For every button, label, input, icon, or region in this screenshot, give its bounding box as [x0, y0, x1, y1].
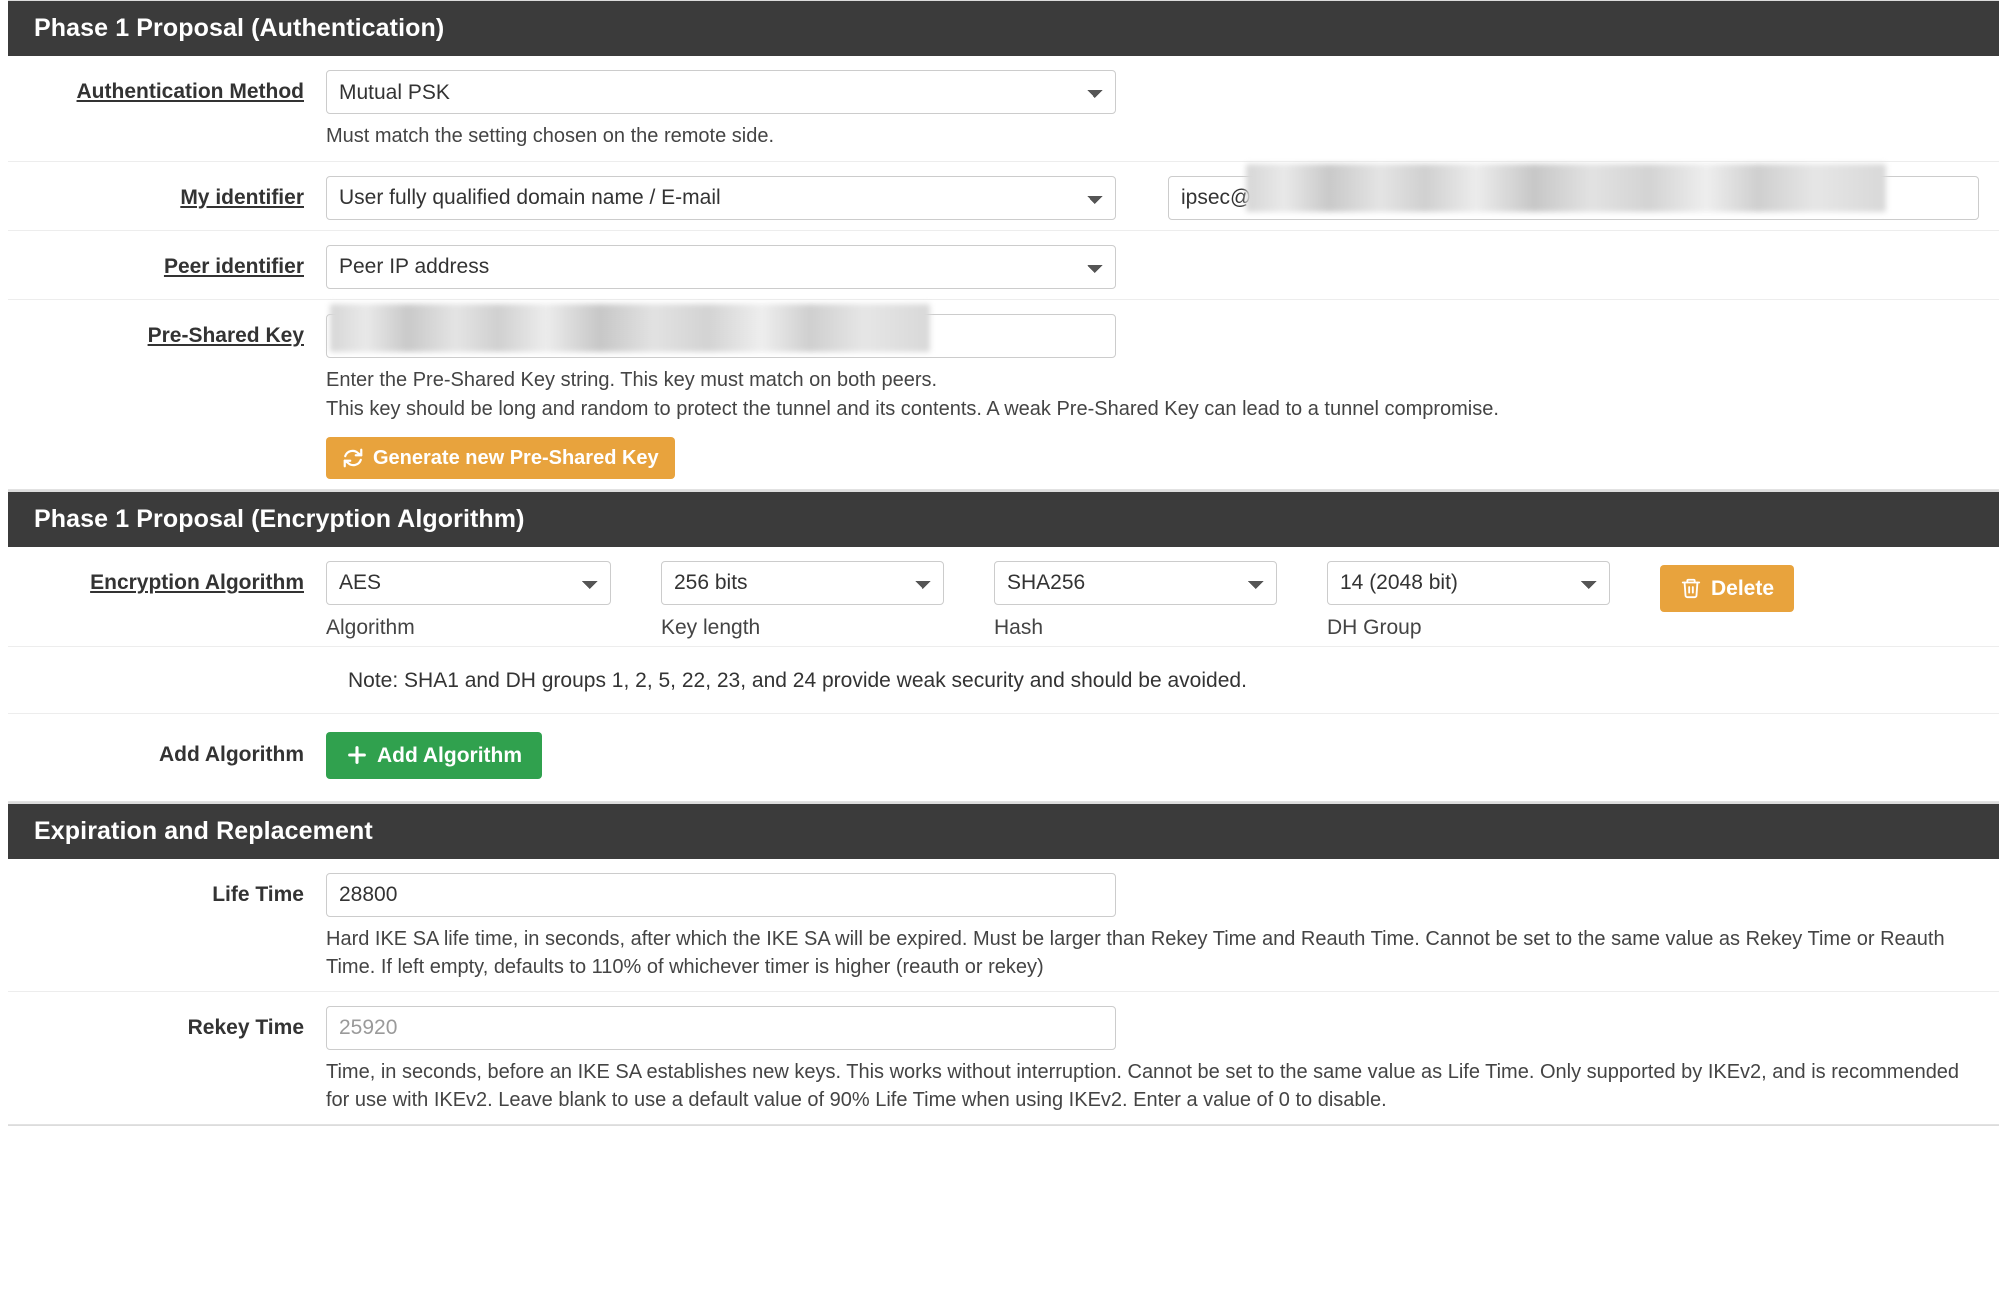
- row-authentication-method: [8, 56, 1999, 162]
- plus-icon: [346, 744, 368, 766]
- my-identifier-controls: [326, 176, 1979, 220]
- pre-shared-key-redaction: [330, 304, 930, 352]
- add-algorithm-wrap: [326, 732, 542, 779]
- my-identifier-type-select[interactable]: [326, 176, 1116, 220]
- field-life-time: [326, 873, 1999, 981]
- keylength-sublabel: Key length: [661, 615, 761, 639]
- add-algorithm-label: Add Algorithm: [158, 743, 304, 767]
- delete-algorithm-wrap: [1660, 561, 1794, 612]
- label-peer-identifier: [8, 245, 326, 279]
- delete-algorithm-label: Delete: [1711, 576, 1775, 600]
- dhgroup-select[interactable]: [1327, 561, 1610, 605]
- field-pre-shared-key: [326, 314, 1999, 479]
- hash-select[interactable]: [994, 561, 1277, 605]
- row-life-time: [8, 859, 1999, 992]
- rekey-time-help: Time, in seconds, before an IKE SA establishes new keys. This works without interruption. Cannot be set to the same value as Life Time. Only supported by IKEv2, and is recommended for use with IKEv2. Leave blank to use a default value of 90% Life Time when using IKEv2. Enter a value of 0 to disable.: [326, 1061, 1960, 1111]
- row-add-algorithm: [8, 714, 1999, 801]
- label-life-time: Life Time: [212, 882, 304, 906]
- generate-pre-shared-key-label: Generate new Pre-Shared Key: [373, 446, 659, 469]
- pre-shared-key-help-2: This key should be long and random to protect the tunnel and its contents. A weak Pre-Shared Key can lead to a tunnel compromise.: [326, 398, 1499, 421]
- peer-identifier-label-text: Peer identifier: [163, 254, 304, 278]
- row-rekey-time: [8, 992, 1999, 1124]
- my-identifier-redaction: [1246, 164, 1886, 212]
- field-my-identifier: [326, 176, 1999, 220]
- peer-identifier-type-select[interactable]: [326, 245, 1116, 289]
- dhgroup-field: [1327, 561, 1610, 640]
- label-rekey-time: Rekey Time: [187, 1016, 304, 1040]
- authentication-method-label-text: Authentication Method: [76, 80, 304, 103]
- life-time-input[interactable]: [326, 873, 1116, 917]
- panel-heading-expiration: Expiration and Replacement: [8, 804, 1999, 859]
- add-algorithm-button-label: Add Algorithm: [377, 743, 523, 767]
- pre-shared-key-input-wrap: [326, 314, 1116, 358]
- row-pre-shared-key: [8, 300, 1999, 489]
- my-identifier-value-wrap: [1168, 176, 1979, 220]
- panel-heading-encryption: Phase 1 Proposal (Encryption Algorithm): [8, 492, 1999, 547]
- algorithm-sublabel: Algorithm: [326, 615, 415, 639]
- my-identifier-label-text: My identifier: [180, 185, 304, 209]
- row-encryption-algorithm: [8, 547, 1999, 646]
- field-rekey-time: [326, 1006, 1999, 1114]
- dhgroup-sublabel: DH Group: [1327, 615, 1422, 639]
- label-pre-shared-key: [8, 314, 326, 348]
- refresh-icon: [342, 447, 364, 469]
- panel-phase1-encryption: [8, 491, 1999, 803]
- algorithm-field: [326, 561, 611, 640]
- field-authentication-method: [326, 70, 1999, 151]
- hash-sublabel: Hash: [994, 615, 1044, 639]
- panel-phase1-authentication: [8, 0, 1999, 491]
- encryption-algorithm-label-text: Encryption Algorithm: [90, 570, 304, 594]
- hash-field: [994, 561, 1277, 640]
- label-authentication-method: [8, 70, 326, 104]
- keylength-select[interactable]: [661, 561, 944, 605]
- generate-pre-shared-key-button[interactable]: [326, 437, 675, 479]
- keylength-field: [661, 561, 944, 640]
- panel-body-authentication: [8, 56, 1999, 490]
- row-my-identifier: [8, 162, 1999, 231]
- panel-heading-authentication: Phase 1 Proposal (Authentication): [8, 1, 1999, 56]
- algorithm-select[interactable]: [326, 561, 611, 605]
- label-my-identifier: [8, 176, 326, 210]
- encryption-note-text: Note: SHA1 and DH groups 1, 2, 5, 22, 23, and 24 provide weak security and should be avoided.: [348, 668, 1247, 692]
- row-peer-identifier: [8, 231, 1999, 300]
- trash-icon: [1680, 576, 1702, 600]
- panel-body-expiration: [8, 859, 1999, 1125]
- life-time-help: Hard IKE SA life time, in seconds, after which the IKE SA will be expired. Must be larger than Rekey Time and Reauth Time. Cannot be set to the same value as Rekey Time or Reauth Time. If left empty, defaults to 110% of whichever timer is higher (reauth or rekey): [326, 927, 1945, 978]
- authentication-method-select[interactable]: [326, 70, 1116, 114]
- encryption-algorithm-fields: [326, 561, 1794, 640]
- field-peer-identifier: [326, 245, 1999, 289]
- pre-shared-key-label-text: Pre-Shared Key: [147, 323, 304, 347]
- panel-body-encryption: [8, 547, 1999, 802]
- pre-shared-key-help-1: Enter the Pre-Shared Key string. This key must match on both peers.: [326, 368, 938, 391]
- label-encryption-algorithm: [8, 561, 326, 595]
- rekey-time-input[interactable]: [326, 1006, 1116, 1050]
- panel-expiration-replacement: [8, 803, 1999, 1126]
- add-algorithm-button[interactable]: [326, 732, 542, 779]
- generate-psk-wrap: [326, 437, 1979, 479]
- authentication-method-help: Must match the setting chosen on the remote side.: [326, 125, 775, 147]
- row-encryption-note: [8, 646, 1999, 714]
- delete-algorithm-button[interactable]: [1660, 565, 1794, 612]
